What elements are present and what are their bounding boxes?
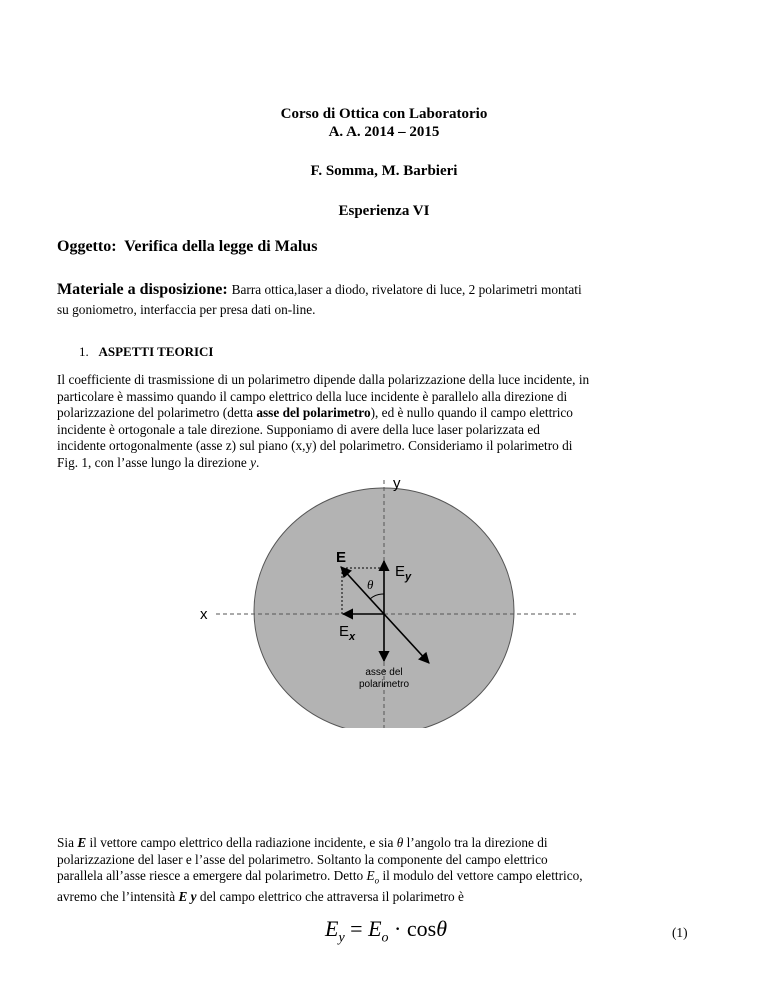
paragraph-malus [57,835,712,906]
ey-label: $E_y$ [395,563,412,583]
x-axis-label: x [200,606,208,623]
materials-text-2: su goniometro, interfaccia per presa dati on-line. [57,302,316,317]
materials-text-1: Barra ottica,laser a diodo, rivelatore di luce, 2 polarimetri montati [231,282,582,297]
p1-line: incidente ortogonalmente (asse z) sul piano (x,y) del polarimetro. Consideriamo il polarimetro di [57,438,573,453]
p1-line: Il coefficiente di trasmissione di un polarimetro dipende dalla polarizzazione della luce incidente, in [57,372,590,387]
equation-malus: $E_y = E_o \cdot \cos\theta$ [325,916,448,946]
p1-line: polarizzazione del polarimetro (detta asse del polarimetro), ed è nullo quando il campo elettrico [57,405,573,420]
p2-line: Sia E il vettore campo elettrico della radiazione incidente, e sia θ l’angolo tra la direzione di [57,835,548,850]
equation-number: (1) [672,925,688,940]
theta-label: θ [367,577,374,592]
materials-label: Materiale a disposizione: [57,281,228,298]
y-axis-label: y [393,475,401,492]
subject-label: Oggetto: [57,238,117,255]
section-heading [79,344,214,360]
materials-block [57,281,717,299]
p1-line: particolare è massimo quando il campo elettrico della luce incidente è parallelo alla direzione di [57,388,568,404]
section-title: ASPETTI TEORICI [98,344,214,359]
p2-line: avremo che l’intensità E y del campo elettrico che attraversa il polarimetro è [57,889,464,905]
axis-term: asse del polarimetro [256,405,371,420]
subject-text: Verifica della legge di Malus [124,238,318,255]
section-number: 1. [79,344,89,359]
experience-number: Esperienza VI [338,203,430,219]
polarimeter-figure [196,474,576,728]
e-symbol: E [77,835,87,850]
axis-caption-line1: asse del [365,667,403,678]
ex-label: $E_x$ [339,623,356,643]
authors: F. Somma, M. Barbieri [310,163,458,179]
e-vector-label: E [336,549,347,566]
p2-line: polarizzazione del laser e l’asse del polarimetro. Soltanto la componente del campo elettrico [57,851,548,867]
p2-line: parallela all’asse riesce a emergere dal polarimetro. Detto $E_o$ il modulo del vettore campo elettrico, [57,868,583,886]
axis-caption-line2: polarimetro [358,679,410,690]
paragraph-theory [57,372,712,471]
ey-symbol: E y [178,889,197,905]
academic-year: A. A. 2014 – 2015 [328,124,440,140]
p1-line: incidente è ortogonale a tale direzione. Supponiamo di avere della luce laser polarizzata ed [57,421,540,437]
theta-symbol: θ [396,835,404,850]
p1-line: Fig. 1, con l’asse lungo la direzione y. [57,454,260,470]
subject-line [57,238,317,256]
course-title: Corso di Ottica con Laboratorio [280,106,488,122]
